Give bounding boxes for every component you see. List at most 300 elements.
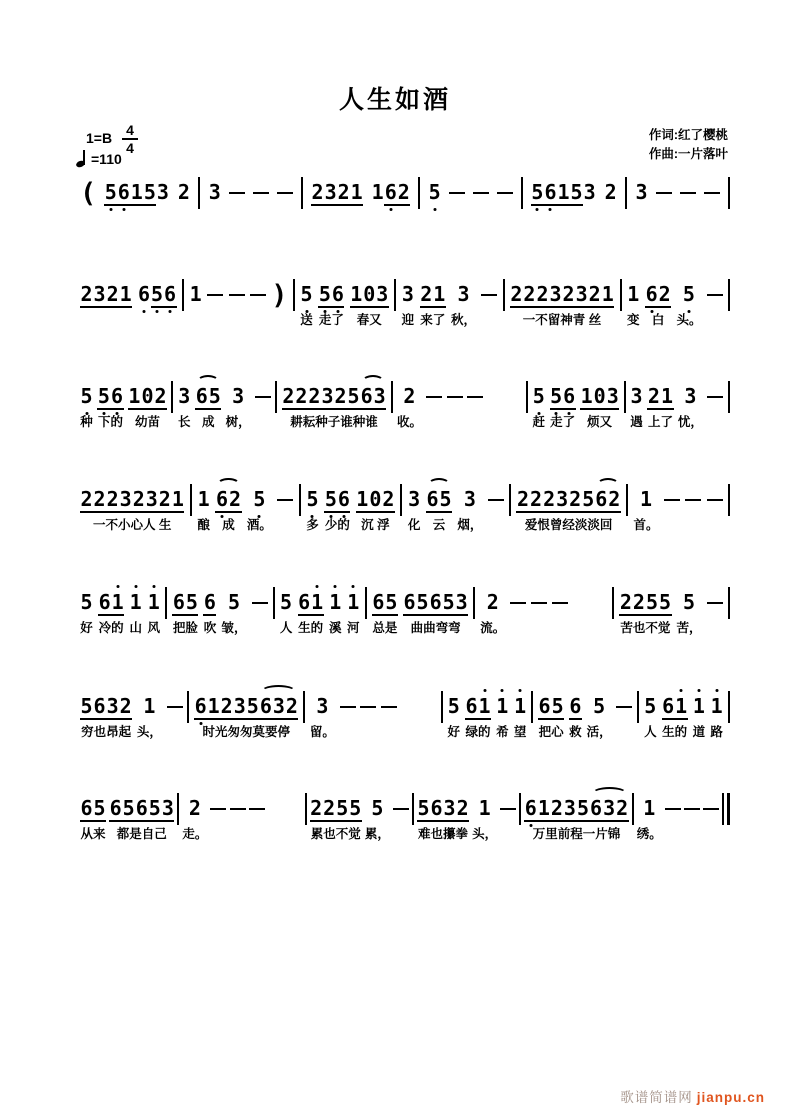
note-row [80, 792, 106, 826]
note-digit: 6 [194, 696, 207, 720]
note-group [189, 282, 202, 308]
score-item [137, 690, 162, 742]
score-item [662, 690, 688, 742]
duration-dash [510, 602, 526, 605]
note-digit: 6 [203, 590, 216, 614]
barline [275, 381, 277, 413]
note-digit: 5 [576, 796, 590, 820]
duration-dash [707, 396, 723, 399]
note-row [710, 690, 723, 724]
score-item [230, 792, 246, 844]
high-octave-dot [116, 585, 119, 588]
lyric: 总是 [372, 621, 398, 635]
note-group [531, 180, 596, 206]
high-octave-dot [680, 689, 683, 692]
score-item [728, 690, 730, 742]
note-group [98, 590, 124, 616]
score-item [129, 586, 142, 638]
score-item [282, 380, 386, 432]
note-digit: 2 [282, 384, 295, 408]
note-row [532, 380, 545, 414]
note-group [372, 590, 398, 616]
note-row [457, 278, 470, 312]
note-group [371, 796, 384, 822]
note-group [682, 282, 695, 308]
note-row [275, 380, 277, 414]
score-line [80, 380, 730, 432]
note-row [722, 792, 730, 826]
score-item [324, 483, 350, 535]
lyric: 变 [627, 313, 640, 327]
note-row [306, 483, 319, 517]
note-group [644, 694, 657, 720]
score-line [80, 176, 730, 228]
score-item [80, 380, 93, 432]
score-item [306, 483, 319, 535]
note-row [305, 792, 307, 826]
score-item [271, 278, 287, 330]
note-digit: 2 [382, 487, 395, 511]
note-digit: 6 [595, 487, 608, 511]
barline [394, 279, 396, 311]
note-row [619, 586, 671, 620]
key-signature: 1=B [86, 130, 113, 147]
note-row [215, 483, 241, 517]
note-group [253, 487, 266, 513]
lyric: 把心 [538, 725, 564, 739]
score-item [350, 278, 389, 330]
note-digit: 5 [253, 489, 266, 513]
lyric: 收。 [396, 415, 422, 429]
score-item [531, 586, 547, 638]
lyric: 烦又 [587, 415, 613, 429]
score-item [677, 586, 702, 638]
note-digit: 1 [496, 696, 509, 720]
note-digit: 6 [93, 694, 106, 718]
lyric: 走了 [550, 415, 576, 429]
barline [177, 793, 179, 825]
score-item [676, 278, 701, 330]
lyric: 爱恨曾经淡淡回 [524, 518, 613, 532]
note-digit: 3 [575, 282, 588, 306]
note-digit: 3 [233, 694, 246, 718]
note-group [316, 694, 329, 720]
score-item [417, 792, 469, 844]
note-group [486, 590, 499, 616]
high-octave-dot [519, 689, 522, 692]
note-row [252, 586, 268, 620]
note-group [463, 487, 476, 513]
note-row [282, 380, 386, 414]
score-item [298, 586, 324, 638]
duration-dash [207, 294, 223, 297]
note-digit: 3 [563, 796, 576, 820]
note-group [188, 796, 201, 822]
lyric: 人 [279, 621, 293, 635]
note-row [129, 586, 142, 620]
note-group [104, 180, 169, 206]
intro-open-paren: ( [80, 177, 97, 209]
barline [624, 381, 626, 413]
note-row [208, 176, 221, 210]
note-digit: 6 [538, 694, 551, 718]
note-group [683, 590, 696, 616]
note-digit: 1 [147, 592, 160, 616]
note-group [496, 694, 509, 720]
score-item [680, 176, 696, 228]
score-item [473, 586, 475, 638]
score-item [509, 483, 511, 535]
score-item [109, 792, 174, 844]
note-row [510, 278, 614, 312]
note-group [178, 384, 191, 410]
duration-dash [210, 808, 226, 811]
note-group [203, 590, 216, 616]
lyric: 一不留神青 丝 [522, 313, 602, 327]
note-group [457, 282, 470, 308]
note-digit: 2 [188, 796, 201, 820]
note-row [684, 380, 697, 414]
note-digit: 5 [644, 694, 657, 718]
duration-dash [253, 192, 269, 195]
score-item [626, 483, 628, 535]
note-row [393, 792, 409, 826]
score-item [310, 690, 335, 742]
note-row [311, 176, 363, 210]
note-row [165, 586, 167, 620]
note-row [172, 586, 198, 620]
lyric: 好 [447, 725, 460, 739]
note-digit: 3 [606, 384, 619, 408]
note-digit: 6 [135, 796, 148, 820]
note-row [403, 380, 416, 414]
score-item [299, 483, 301, 535]
note-row [441, 690, 443, 724]
note-group [195, 384, 221, 410]
score-item [195, 380, 221, 432]
note-digit: 5 [416, 590, 429, 614]
note-digit: 2 [295, 384, 308, 408]
duration-dash [704, 192, 720, 195]
score-item [465, 690, 491, 742]
note-digit: 6 [569, 694, 582, 718]
note-row [531, 176, 596, 210]
note-row [273, 586, 275, 620]
note-row [640, 483, 653, 517]
score-item [189, 278, 202, 330]
note-digit: 3 [93, 282, 106, 306]
score-item [510, 586, 526, 638]
score-item [644, 690, 657, 742]
note-digit: 3 [401, 282, 414, 306]
duration-dash [249, 808, 265, 811]
note-row [500, 792, 516, 826]
note-row [417, 792, 469, 826]
barline [612, 587, 614, 619]
note-digit: 6 [360, 384, 373, 408]
note-row [371, 792, 384, 826]
note-digit: 2 [510, 282, 523, 306]
note-digit: 2 [337, 180, 350, 204]
note-row [531, 586, 547, 620]
score-item [340, 690, 356, 742]
note-digit: 5 [93, 796, 106, 820]
lyric: 穷也昂起 [81, 725, 132, 739]
note-digit: 2 [516, 487, 530, 511]
note-group [465, 694, 491, 720]
barline [412, 793, 414, 825]
barline [299, 484, 301, 516]
note-row [80, 278, 132, 312]
note-row [707, 483, 723, 517]
note-digit: 5 [336, 796, 349, 820]
note-row [692, 690, 705, 724]
score-item [165, 586, 167, 638]
note-row [310, 792, 362, 826]
note-row [277, 483, 293, 517]
note-digit: 2 [158, 487, 171, 511]
lyric: 少的 [324, 518, 350, 532]
note-row [632, 792, 634, 826]
note-row [412, 792, 414, 826]
lyric: 送 [300, 313, 313, 327]
barline [473, 587, 475, 619]
low-octave-dot [311, 515, 314, 518]
score-item [531, 176, 596, 228]
note-digit: 2 [154, 384, 167, 408]
lyric: 绿的 [465, 725, 491, 739]
barline [632, 793, 634, 825]
low-octave-dot [537, 412, 540, 415]
score-item [441, 690, 443, 742]
score-item [171, 380, 173, 432]
lyric: 生的 [298, 621, 324, 635]
high-octave-dot [483, 689, 486, 692]
note-digit: 5 [682, 284, 695, 308]
note-row [80, 483, 184, 517]
barline [273, 587, 275, 619]
note-group [403, 384, 416, 410]
note-digit: 2 [93, 487, 106, 511]
watermark-url: jianpu.cn [696, 1090, 765, 1105]
score-item [473, 176, 489, 228]
note-group [371, 180, 410, 206]
note-digit: 3 [603, 796, 616, 820]
note-row [197, 483, 210, 517]
score-item [293, 278, 295, 330]
note-digit: 3 [457, 282, 470, 306]
score-item [664, 483, 680, 535]
note-digit: 6 [429, 590, 442, 614]
note-group [532, 384, 545, 410]
score-item [393, 792, 409, 844]
score-item [625, 176, 627, 228]
lyric: 长 [178, 415, 191, 429]
note-row [447, 380, 463, 414]
note-group [128, 384, 167, 410]
note-row [418, 176, 420, 210]
note-digit: 3 [232, 384, 245, 408]
note-digit: 2 [177, 180, 190, 204]
score-item [394, 278, 396, 330]
barline [728, 484, 730, 516]
score-item [381, 690, 397, 742]
note-row [128, 380, 167, 414]
duration-dash [277, 192, 293, 195]
lyric: 道 [692, 725, 706, 739]
score-item [619, 586, 671, 638]
note-digit: 2 [486, 590, 499, 614]
note-row [524, 792, 628, 826]
note-group [662, 694, 688, 720]
high-octave-dot [134, 585, 137, 588]
duration-dash [680, 192, 696, 195]
score-item [420, 278, 446, 330]
score-item [210, 792, 226, 844]
note-row [467, 380, 483, 414]
note-row [538, 690, 564, 724]
note-row [616, 690, 632, 724]
note-digit: 3 [583, 180, 596, 204]
duration-dash [488, 499, 504, 502]
note-digit: 2 [106, 487, 119, 511]
lyric: 首。 [633, 518, 659, 532]
score-item [203, 586, 216, 638]
note-row [171, 380, 173, 414]
note-digit: 5 [104, 182, 117, 206]
note-row [630, 380, 643, 414]
high-octave-dot [334, 585, 337, 588]
note-digit: 1 [128, 384, 141, 408]
high-octave-dot [697, 689, 700, 692]
note-digit: 5 [208, 384, 221, 408]
note-row [104, 176, 169, 210]
score-item [645, 278, 671, 330]
tempo-value: =110 [91, 151, 122, 167]
note-group [569, 694, 582, 720]
note-digit: 2 [530, 487, 543, 511]
score-item [365, 792, 390, 844]
note-digit: 1 [371, 180, 384, 204]
note-digit: 6 [662, 694, 675, 718]
slur-arc [360, 384, 386, 410]
duration-dash [467, 396, 483, 399]
note-row [473, 176, 489, 210]
score-item [612, 586, 614, 638]
high-octave-dot [316, 585, 319, 588]
note-digit: 5 [318, 284, 331, 308]
note-group [550, 384, 576, 410]
note-row [685, 483, 701, 517]
score-item [497, 176, 513, 228]
note-digit: 2 [632, 590, 645, 614]
note-digit: 5 [439, 487, 452, 511]
note-row [683, 586, 696, 620]
lyric: 白 [651, 313, 665, 327]
lyric: 望 [513, 725, 527, 739]
duration-dash [616, 706, 632, 709]
score-item [147, 586, 160, 638]
note-group [197, 487, 210, 513]
lyricist-credit: 作词:红了樱桃 [648, 128, 728, 142]
note-digit: 6 [337, 489, 350, 513]
note-row [230, 792, 246, 826]
note-digit: 0 [593, 384, 606, 408]
low-octave-dot [549, 208, 552, 211]
note-row [177, 792, 179, 826]
note-row [503, 278, 505, 312]
score-item [449, 176, 465, 228]
note-digit: 5 [227, 590, 241, 614]
note-digit: 5 [122, 796, 135, 820]
note-digit: 3 [145, 487, 158, 511]
barline [418, 177, 420, 209]
barline [626, 484, 628, 516]
lyric: 累， [364, 827, 390, 841]
note-digit: 2 [536, 282, 549, 306]
note-row [728, 278, 730, 312]
note-row [647, 380, 673, 414]
barline [728, 587, 730, 619]
note-row [682, 278, 695, 312]
note-group [356, 487, 395, 513]
duration-dash [703, 808, 719, 811]
lyric: 希 [496, 725, 509, 739]
note-row [526, 380, 528, 414]
score-item [104, 176, 169, 228]
note-digit: 2 [106, 282, 119, 306]
score-item [531, 690, 533, 742]
note-row [656, 176, 672, 210]
duration-dash [426, 396, 442, 399]
note-row [704, 176, 720, 210]
score-item [177, 792, 179, 844]
note-row [637, 690, 639, 724]
note-digit: 1 [350, 180, 363, 204]
note-group [478, 796, 491, 822]
note-row [644, 690, 657, 724]
note-row [182, 278, 184, 312]
score-item [637, 690, 639, 742]
score-line [80, 690, 730, 742]
score-item [318, 278, 344, 330]
note-row [227, 586, 240, 620]
score-item [728, 586, 730, 638]
note-group [310, 796, 362, 822]
note-digit: 5 [447, 694, 460, 718]
lyric: 累也不觉 [310, 827, 361, 841]
note-row [253, 483, 266, 517]
lyric: 难也攥拳 [418, 827, 469, 841]
duration-dash [707, 294, 723, 297]
note-digit: 2 [543, 487, 556, 511]
note-digit: 2 [588, 282, 601, 306]
score-item [391, 380, 393, 432]
duration-dash [473, 192, 489, 195]
note-group [109, 796, 174, 822]
barline [182, 279, 184, 311]
score-item [403, 586, 468, 638]
note-row [300, 278, 313, 312]
low-octave-dot [568, 412, 571, 415]
barline [728, 691, 730, 723]
score-item [538, 690, 564, 742]
note-group [635, 180, 648, 206]
note-row [635, 176, 648, 210]
slur-arc [195, 384, 221, 410]
score-item [178, 380, 191, 432]
duration-dash [552, 602, 568, 605]
